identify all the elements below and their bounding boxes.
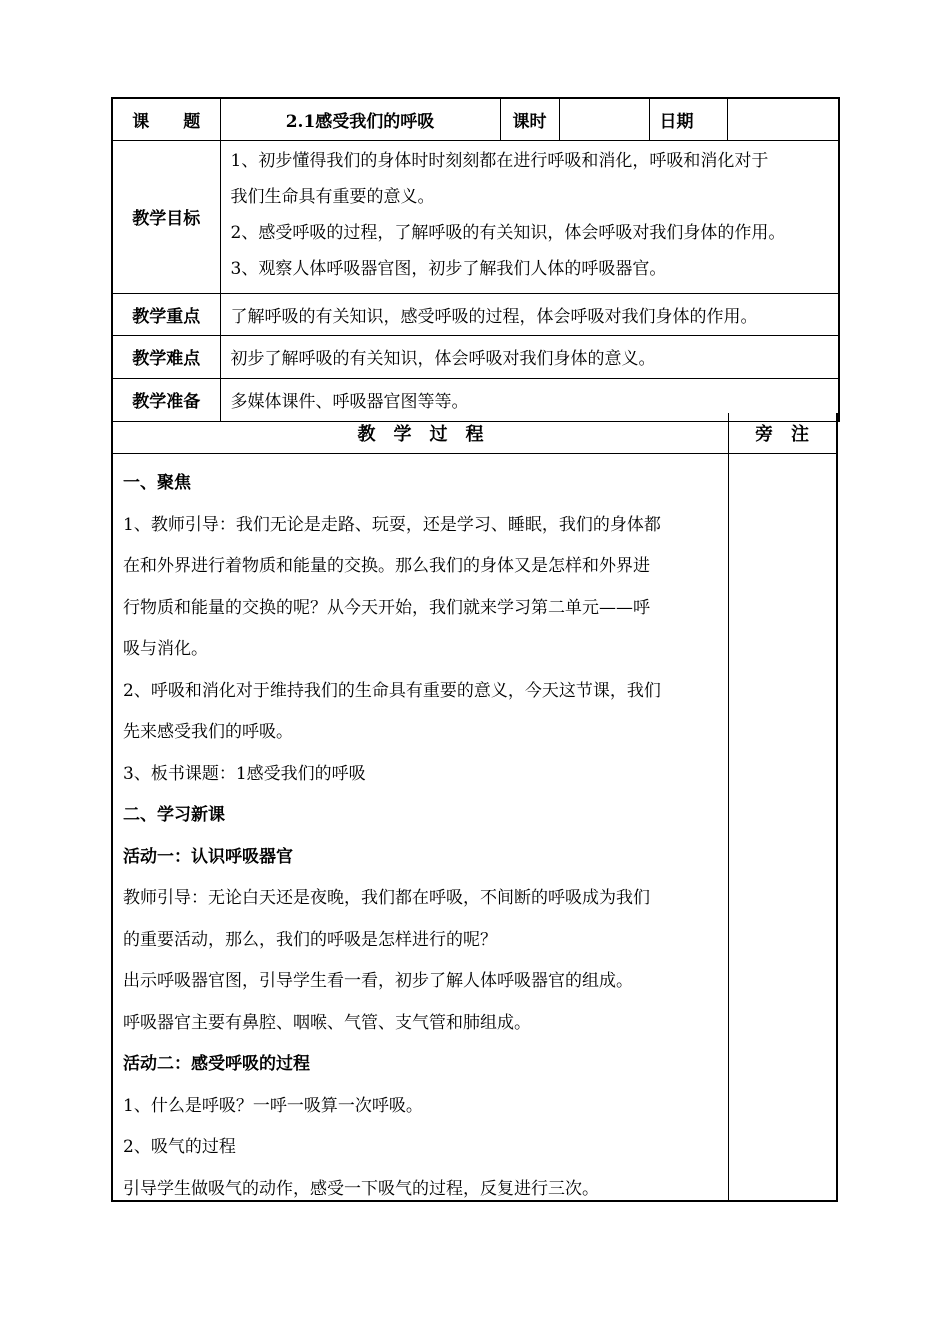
difficulty-value: 初步了解呼吸的有关知识，体会呼吸对我们身体的意义。 — [220, 335, 839, 378]
goal-line: 1、初步懂得我们的身体时时刻刻都在进行呼吸和消化，呼吸和消化对于 — [230, 150, 769, 171]
process-line: 吸与消化。 — [123, 639, 208, 659]
period-label: 课时 — [500, 98, 559, 140]
process-title: 教 学 过 程 — [357, 424, 484, 445]
process-line: 出示呼吸器官图，引导学生看一看，初步了解人体呼吸器官的组成。 — [123, 971, 633, 991]
process-line: 1、什么是呼吸？一呼一吸算一次呼吸。 — [123, 1095, 423, 1116]
goals-label: 教学目标 — [112, 140, 220, 293]
prep-value: 多媒体课件、呼吸器官图等等。 — [220, 378, 839, 421]
lesson-header-table — [111, 97, 840, 422]
topic-row — [112, 98, 839, 140]
key-row — [112, 293, 839, 335]
process-content — [123, 463, 727, 1210]
key-value: 了解呼吸的有关知识，感受呼吸的过程，体会呼吸对我们身体的作用。 — [220, 293, 839, 335]
process-line: 呼吸器官主要有鼻腔、咽喉、气管、支气管和肺组成。 — [123, 1012, 531, 1033]
process-line: 在和外界进行着物质和能量的交换。那么我们的身体又是怎样和外界进 — [123, 556, 650, 576]
goals-row — [112, 140, 839, 293]
side-notes-title: 旁 注 — [755, 424, 809, 445]
column-divider — [728, 413, 729, 1200]
process-line: 1、教师引导：我们无论是走路、玩耍，还是学习、睡眠，我们的身体都 — [123, 514, 661, 535]
difficulty-row — [112, 335, 839, 378]
prep-label: 教学准备 — [112, 378, 220, 421]
process-line: 2、吸气的过程 — [123, 1137, 236, 1157]
teaching-process-section — [111, 413, 838, 1202]
process-line: 教师引导：无论白天还是夜晚，我们都在呼吸，不间断的呼吸成为我们 — [123, 888, 650, 908]
process-heading: 二、学习新课 — [123, 805, 225, 825]
process-line: 行物质和能量的交换的呢？从今天开始，我们就来学习第二单元——呼 — [123, 597, 650, 618]
date-value — [727, 98, 839, 140]
difficulty-label: 教学难点 — [112, 335, 220, 378]
topic-value: 2.1感受我们的呼吸 — [220, 98, 500, 140]
goals-cell — [220, 140, 839, 293]
process-line: 先来感受我们的呼吸。 — [123, 722, 293, 742]
process-heading: 活动一：认识呼吸器官 — [123, 846, 293, 867]
goal-line: 3、观察人体呼吸器官图，初步了解我们人体的呼吸器官。 — [230, 258, 667, 279]
process-line: 2、呼吸和消化对于维持我们的生命具有重要的意义，今天这节课，我们 — [123, 680, 661, 701]
goal-line: 2、感受呼吸的过程，了解呼吸的有关知识，体会呼吸对我们身体的作用。 — [230, 222, 786, 243]
process-line: 3、板书课题：1感受我们的呼吸 — [123, 763, 366, 784]
key-label: 教学重点 — [112, 293, 220, 335]
process-heading: 活动二：感受呼吸的过程 — [123, 1054, 310, 1074]
goal-line: 我们生命具有重要的意义。 — [230, 186, 435, 207]
date-label: 日期 — [649, 98, 727, 140]
process-line: 引导学生做吸气的动作，感受一下吸气的过程，反复进行三次。 — [123, 1178, 599, 1199]
topic-label: 课 题 — [112, 98, 220, 140]
process-line: 的重要活动，那么，我们的呼吸是怎样进行的呢？ — [123, 929, 497, 950]
period-value — [559, 98, 649, 140]
process-heading: 一、聚焦 — [123, 473, 191, 493]
